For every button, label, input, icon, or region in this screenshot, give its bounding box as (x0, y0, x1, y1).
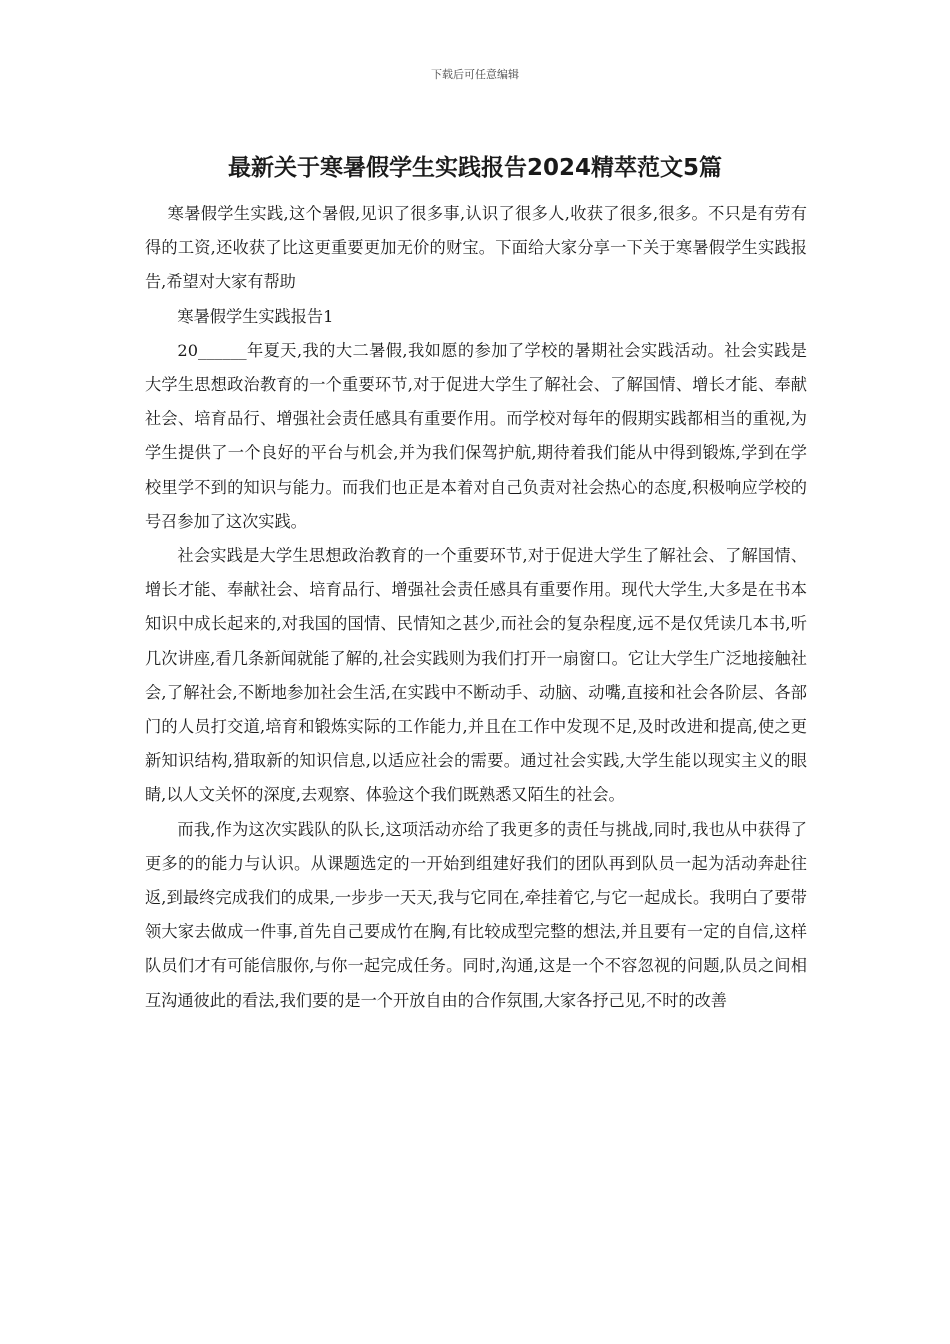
document-body (145, 197, 807, 1018)
section-heading: 寒暑假学生实践报告1 (177, 306, 334, 326)
body-paragraph: 社会实践是大学生思想政治教育的一个重要环节,对于促进大学生了解社会、了解国情、增长才能、奉献社会、培育品行、增强社会责任感具有重要作用。现代大学生,大多是在书本知识中成长起来的,对我国的国情、民情知之甚少,而社会的复杂程度,远不是仅凭读几本书,听几次讲座,看几条新闻就能了解的,社会实践则为我们打开一扇窗口。它让大学生广泛地接触社会,了解社会,不断地参加社会生活,在实践中不断动手、动脑、动嘴,直接和社会各阶层、各部门的人员打交道,培育和锻炼实际的工作能力,并且在工作中发现不足,及时改进和提高,使之更新知识结构,猎取新的知识信息,以适应社会的需要。通过社会实践,大学生能以现实主义的眼睛,以人文关怀的深度,去观察、体验这个我们既熟悉又陌生的社会。 (145, 546, 807, 805)
body-paragraph: 20______年夏天,我的大二暑假,我如愿的参加了学校的暑期社会实践活动。社会实践是大学生思想政治教育的一个重要环节,对于促进大学生了解社会、了解国情、增长才能、奉献社会、培育品行、增强社会责任感具有重要作用。而学校对每年的假期实践都相当的重视,为学生提供了一个良好的平台与机会,并为我们保驾护航,期待着我们能从中得到锻炼,学到在学校里学不到的知识与能力。而我们也正是本着对自己负责对社会热心的态度,积极响应学校的号召参加了这次实践。 (145, 340, 807, 531)
document-title: 最新关于寒暑假学生实践报告2024精萃范文5篇 (227, 155, 723, 181)
body-paragraph: 而我,作为这次实践队的队长,这项活动亦给了我更多的责任与挑战,同时,我也从中获得了更多的的能力与认识。从课题选定的一开始到组建好我们的团队再到队员一起为活动奔赴往返,到最终完成我们的成果,一步步一天天,我与它同在,牵挂着它,与它一起成长。我明白了要带领大家去做成一件事,首先自己要成竹在胸,有比较成型完整的想法,并且要有一定的自信,这样队员们才有可能信服你,与你一起完成任务。同时,沟通,这是一个不容忽视的问题,队员之间相互沟通彼此的看法,我们要的是一个开放自由的合作氛围,大家各抒己见,不时的改善 (145, 819, 807, 1010)
header-note: 下载后可任意编辑 (431, 68, 519, 81)
intro-paragraph: 寒暑假学生实践,这个暑假,见识了很多事,认识了很多人,收获了很多,很多。不只是有劳有得的工资,还收获了比这更重要更加无价的财宝。下面给大家分享一下关于寒暑假学生实践报告,希望对大家有帮助 (145, 204, 807, 292)
